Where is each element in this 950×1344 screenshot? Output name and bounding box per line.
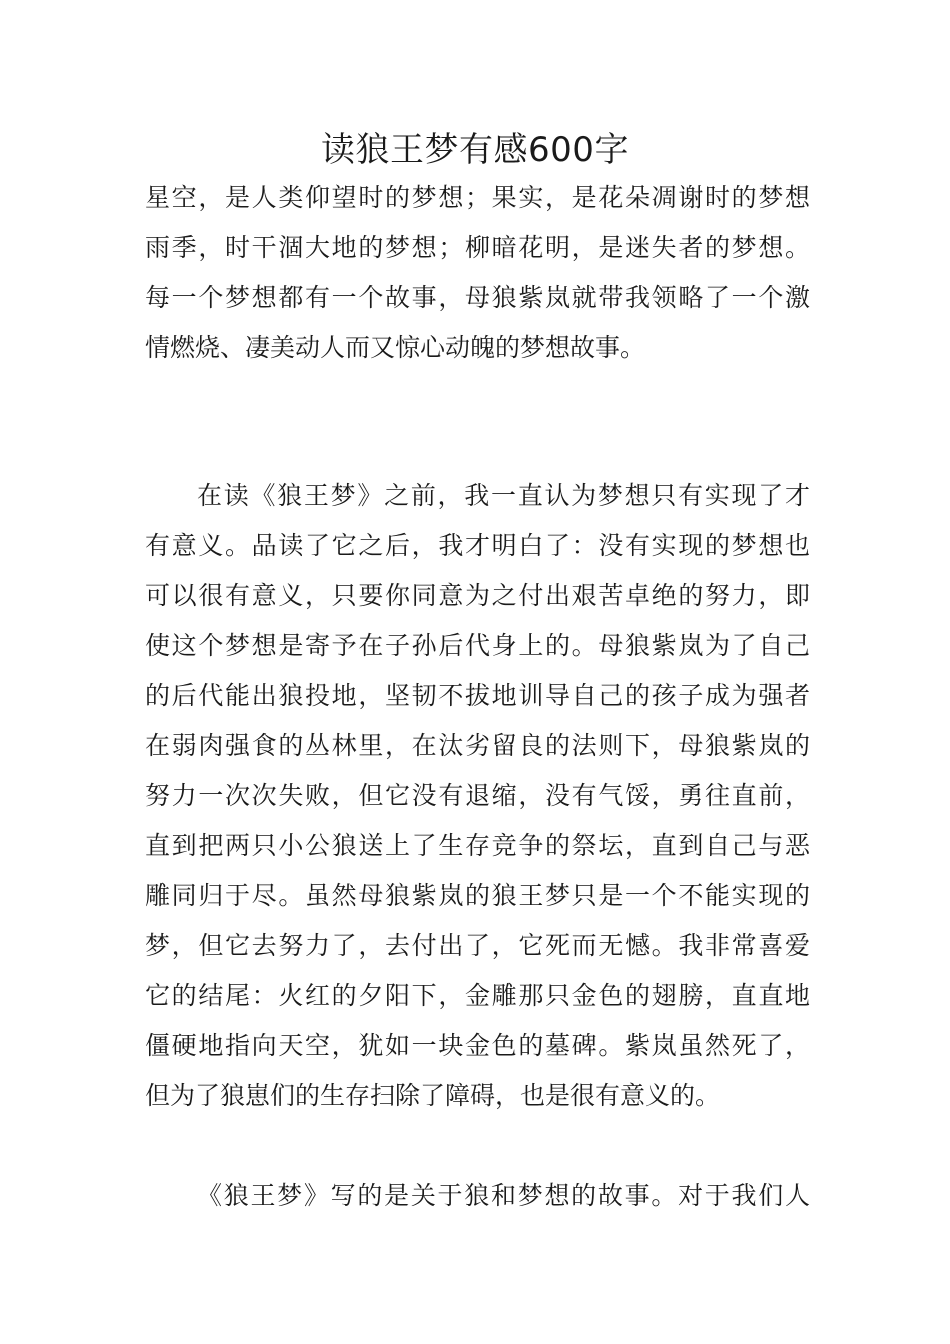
text-line: 雨季，时干涸大地的梦想；柳暗花明，是迷失者的梦想。 bbox=[145, 233, 810, 262]
text-line: 在弱肉强食的丛林里，在汰劣留良的法则下，母狼紫岚的 bbox=[145, 731, 810, 760]
text-line: 努力一次次失败，但它没有退缩，没有气馁，勇往直前， bbox=[145, 781, 810, 810]
text-line: 它的结尾：火红的夕阳下，金雕那只金色的翅膀，直直地 bbox=[145, 981, 810, 1010]
paragraph-1 bbox=[145, 173, 810, 373]
text-line: 的后代能出狼投地，坚韧不拔地训导自己的孩子成为强者 bbox=[145, 681, 810, 710]
text-line: 《狼王梦》写的是关于狼和梦想的故事。对于我们人 bbox=[197, 1181, 810, 1210]
text-line: 每一个梦想都有一个故事，母狼紫岚就带我领略了一个激 bbox=[145, 283, 810, 312]
text-line: 雕同归于尽。虽然母狼紫岚的狼王梦只是一个不能实现的 bbox=[145, 881, 810, 910]
text-line: 直到把两只小公狼送上了生存竞争的祭坛，直到自己与恶 bbox=[145, 831, 810, 860]
text-line: 情燃烧、凄美动人而又惊心动魄的梦想故事。 bbox=[145, 333, 646, 362]
paragraph-2 bbox=[145, 471, 810, 1121]
text-line: 使这个梦想是寄予在子孙后代身上的。母狼紫岚为了自己 bbox=[145, 631, 810, 660]
text-line: 星空，是人类仰望时的梦想；果实，是花朵凋谢时的梦想 bbox=[145, 183, 810, 212]
text-line: 但为了狼崽们的生存扫除了障碍，也是很有意义的。 bbox=[145, 1081, 721, 1110]
text-line: 可以很有意义，只要你同意为之付出艰苦卓绝的努力，即 bbox=[145, 581, 810, 610]
text-line: 梦，但它去努力了，去付出了，它死而无憾。我非常喜爱 bbox=[145, 931, 810, 960]
page-title: 读狼王梦有感600字 bbox=[321, 130, 629, 170]
text-line: 有意义。品读了它之后，我才明白了：没有实现的梦想也 bbox=[145, 531, 810, 560]
text-line: 僵硬地指向天空，犹如一块金色的墓碑。紫岚虽然死了， bbox=[145, 1031, 810, 1060]
paragraph-3 bbox=[145, 1171, 810, 1221]
text-line: 在读《狼王梦》之前，我一直认为梦想只有实现了才 bbox=[197, 481, 810, 510]
